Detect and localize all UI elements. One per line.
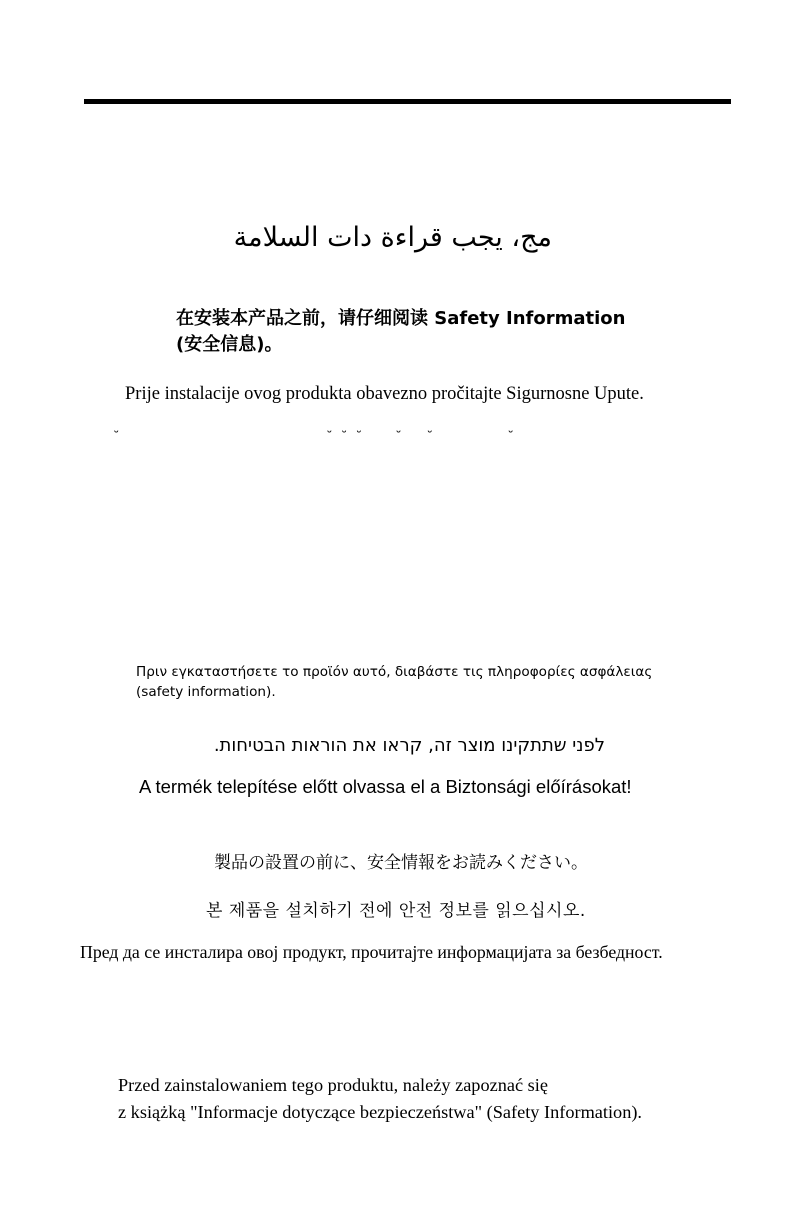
hebrew-notice: לפני שתתקינו מוצר זה, קראו את הוראות הבטיחות. xyxy=(213,735,605,756)
polish-notice-line-2: z książką "Informacje dotyczące bezpieczeństwa" (Safety Information). xyxy=(118,1102,642,1122)
greek-notice xyxy=(136,662,652,702)
korean-notice: 본 제품을 설치하기 전에 안전 정보를 읽으십시오. xyxy=(206,901,586,921)
croatian-notice: Prije instalacije ovog produkta obavezno pročitajte Sigurnosne Upute. xyxy=(125,384,644,404)
japanese-notice: 製品の設置の前に、安全情報をお読みください。 xyxy=(214,853,588,873)
hungarian-notice: A termék telepítése előtt olvassa el a Biztonsági előírásokat! xyxy=(139,776,632,797)
arabic-notice: مج، يجب قراءة دات السلامة xyxy=(233,222,552,253)
polish-notice-line-1: Przed zainstalowaniem tego produktu, należy zapoznać się xyxy=(118,1075,548,1095)
greek-notice-line-2: (safety information). xyxy=(136,684,276,700)
polish-notice xyxy=(118,1072,642,1126)
greek-notice-line-1: Πριν εγκαταστήσετε το προϊόν αυτό, διαβάστε τις πληροφορίες ασφάλειας xyxy=(136,664,653,680)
top-rule xyxy=(84,99,731,104)
czech-notice-residue: ˘ ˘ ˘ ˘ ˘ ˘ ˘ xyxy=(113,430,514,445)
chinese-notice xyxy=(176,306,625,358)
chinese-notice-line-1: 在安装本产品之前，请仔细阅读 Safety Information xyxy=(176,308,626,329)
chinese-notice-line-2: (安全信息)。 xyxy=(176,334,283,355)
macedonian-notice: Пред да се инсталира овој продукт, прочитајте информацијата за безбедност. xyxy=(80,942,663,962)
